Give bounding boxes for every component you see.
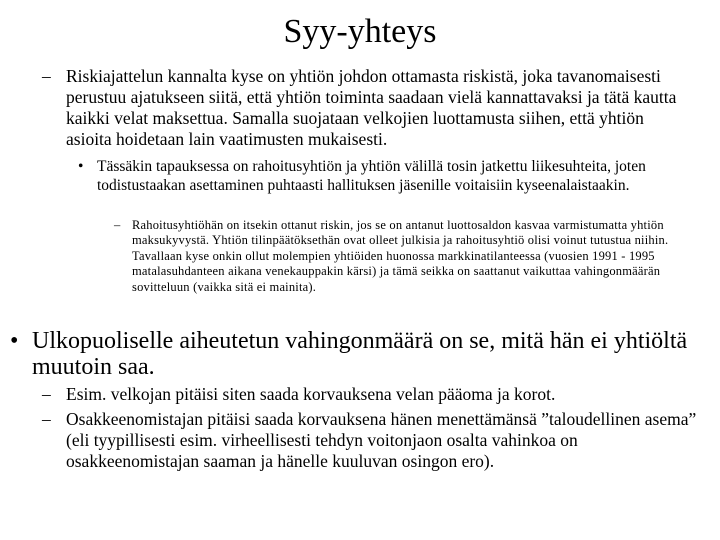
dash-marker: –	[114, 218, 121, 232]
bullet-marker: •	[78, 158, 84, 175]
detail-point-text: Rahoitusyhtiöhän on itsekin ottanut riskin, jos se on antanut luottosaldon kasvaa varmistumatta yhtiön maksukyvystä. Yhtiön tilinpäätöksethän ovat olleet julkisia ja rahoitusyhtiö olisi voinut tutustua niihin. Tavallaan kyse onkin ollut molempien yhtiöiden huonossa markkinatilanteessa (vuosien 1991 - 1995 matalasuhdanteen aikana venekauppakin kärsi) ja tämä seikka on saattanut vaikuttaa vahingonmäärän sovitteluun (vaikka sitä ei mainita).	[132, 218, 669, 294]
sub-point-risk-thinking	[42, 66, 692, 150]
dash-marker: –	[42, 66, 51, 86]
sub-sub-point-business-relations	[78, 157, 708, 195]
sub-point-text: Esim. velkojan pitäisi siten saada korvauksena velan pääoma ja korot.	[66, 384, 556, 404]
sub-point-text: Riskiajattelun kannalta kyse on yhtiön johdon ottamasta riskistä, joka tavanomaisesti perustuu ajatukseen siitä, että yhtiön toiminta saadaan vielä kannattavaksi ja tätä kautta kaikki velat maksettua. Samalla suojataan velkojien luottamusta siihen, että yhtiön asioita hoidetaan lain vaatimusten mukaisesti.	[66, 66, 677, 149]
slide-title: Syy-yhteys	[283, 13, 437, 50]
main-point-damage-amount	[10, 328, 710, 380]
dash-marker: –	[42, 384, 51, 404]
sub-point-shareholder	[42, 409, 712, 472]
detail-point-finance-company	[114, 218, 704, 295]
bullet-marker: •	[10, 328, 19, 354]
dash-marker: –	[42, 409, 51, 429]
sub-point-creditor	[42, 384, 712, 405]
sub-sub-point-text: Tässäkin tapauksessa on rahoitusyhtiön ja yhtiön välillä tosin jatkettu liikesuhteita, joten todistustaakan asettaminen puhtaasti hallituksen jäsenille voitaisiin kyseenalaistaakin.	[97, 158, 646, 194]
main-point-text: Ulkopuoliselle aiheutetun vahingonmäärä on se, mitä hän ei yhtiöltä muutoin saa.	[32, 328, 688, 380]
sub-point-text: Osakkeenomistajan pitäisi saada korvauksena hänen menettämänsä ”taloudellinen asema” (eli tyypillisesti esim. virheellisesti tehdyn voitonjaon osalta vahinkoa on osakkeenomistajan saaman ja hänelle kuuluvan osingon ero).	[66, 409, 697, 471]
